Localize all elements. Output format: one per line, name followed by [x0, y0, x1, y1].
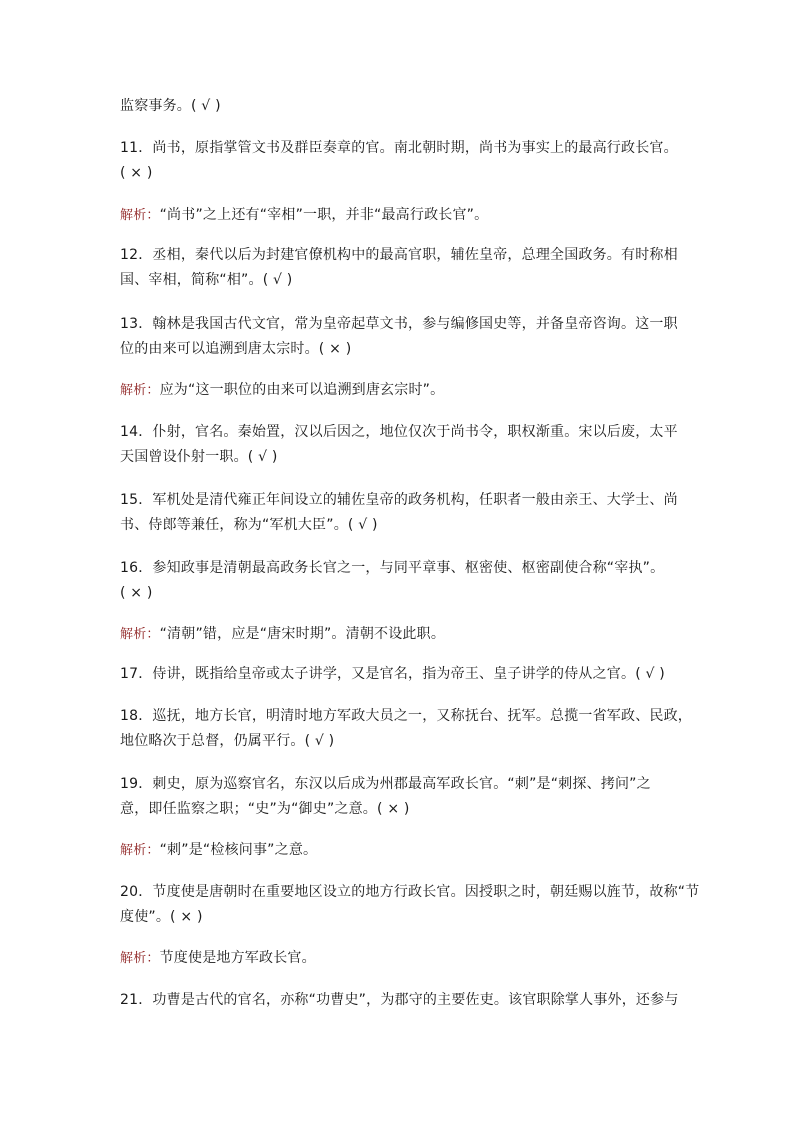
question-18: 18．巡抚，地方长官，明清时地方军政大员之一，又称抚台、抚军。总揽一省军政、民政， — [120, 708, 693, 724]
question-17: 17．侍讲，既指给皇帝或太子讲学，又是官名，指为帝王、皇子讲学的侍从之官。( √ ) — [120, 666, 665, 682]
analysis-label: 解析： — [120, 951, 160, 966]
text-line: 天国曾设仆射一职。( √ ) — [120, 449, 278, 465]
text-line: 地位略次于总督，仍属平行。( √ ) — [120, 733, 335, 749]
analysis-label: 解析： — [120, 383, 160, 398]
analysis-line: 解析：“刺”是“检核问事”之意。 — [120, 842, 318, 858]
question-11: 11．尚书，原指掌管文书及群臣奏章的官。南北朝时期，尚书为事实上的最高行政长官。 — [120, 140, 678, 156]
text-line: 位的由来可以追溯到唐太宗时。( × ) — [120, 341, 352, 357]
analysis-line: 解析：应为“这一职位的由来可以追溯到唐玄宗时”。 — [120, 382, 445, 398]
question-19: 19．刺史，原为巡察官名，东汉以后成为州郡最高军政长官。“刺”是“刺探、拷问”之 — [120, 776, 651, 792]
answer-mark: ( × ) — [120, 165, 153, 181]
text-line: 书、侍郎等兼任，称为“军机大臣”。( √ ) — [120, 517, 378, 533]
question-15: 15．军机处是清代雍正年间设立的辅佐皇帝的政务机构，任职者一般由亲王、大学士、尚 — [120, 492, 678, 508]
analysis-label: 解析： — [120, 208, 160, 223]
question-21: 21．功曹是古代的官名，亦称“功曹史”，为郡守的主要佐吏。该官职除掌人事外，还参与 — [120, 992, 679, 1008]
text-line: 监察事务。( √ ) — [120, 98, 221, 114]
question-12: 12．丞相，秦代以后为封建官僚机构中的最高官职，辅佐皇帝，总理全国政务。有时称相 — [120, 247, 678, 263]
analysis-line: 解析：“尚书”之上还有“宰相”一职，并非“最高行政长官”。 — [120, 207, 489, 223]
question-16: 16．参知政事是清朝最高政务长官之一，与同平章事、枢密使、枢密副使合称“宰执”。 — [120, 560, 665, 576]
question-13: 13．翰林是我国古代文官，常为皇帝起草文书，参与编修国史等，并备皇帝咨询。这一职 — [120, 316, 678, 332]
analysis-label: 解析： — [120, 843, 160, 858]
answer-mark: ( × ) — [120, 585, 153, 601]
text-line: 意，即任监察之职；“史”为“御史”之意。( × ) — [120, 801, 410, 817]
analysis-line: 解析：节度使是地方军政长官。 — [120, 950, 316, 966]
question-14: 14．仆射，官名。秦始置，汉以后因之，地位仅次于尚书令，职权渐重。宋以后废，太平 — [120, 424, 678, 440]
analysis-label: 解析： — [120, 627, 160, 642]
text-line: 国、宰相，简称“相”。( √ ) — [120, 272, 293, 288]
question-20: 20．节度使是唐朝时在重要地区设立的地方行政长官。因授职之时，朝廷赐以旌节，故称“节 — [120, 884, 700, 900]
text-line: 度使”。( × ) — [120, 909, 203, 925]
analysis-line: 解析：“清朝”错，应是“唐宋时期”。清朝不设此职。 — [120, 626, 446, 642]
